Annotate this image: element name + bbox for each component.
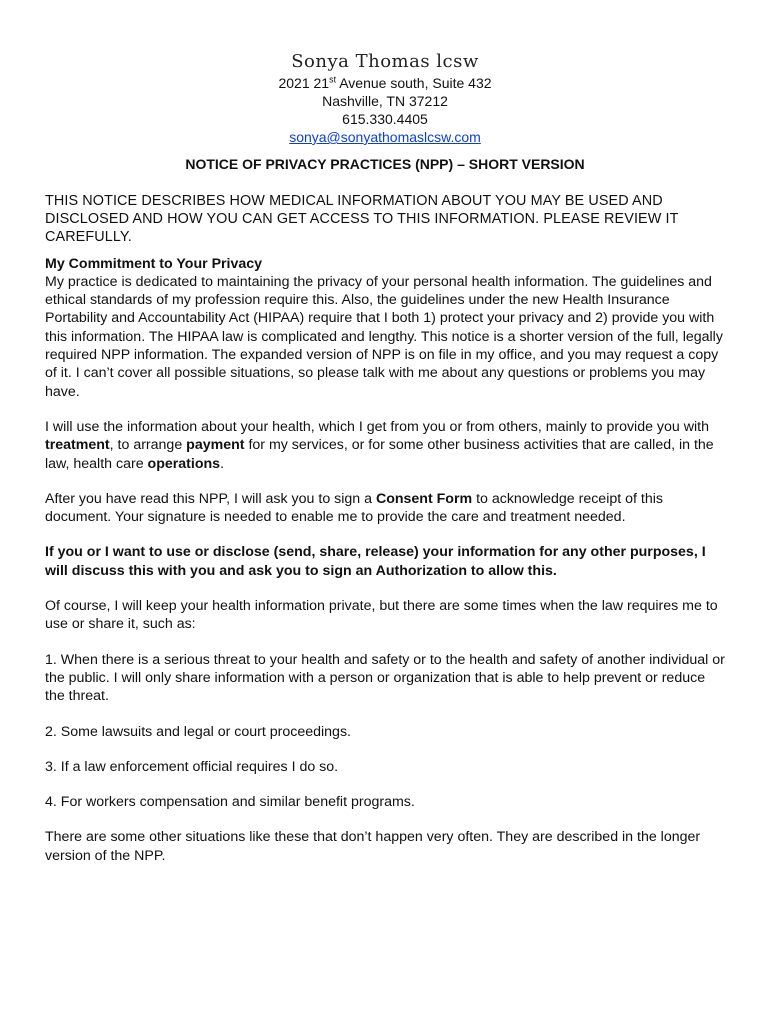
commitment-paragraph: My practice is dedicated to maintaining the privacy of your personal health information. The guidelines and ethical standards of my profession require this. Also, the guidelines under the new Health Insurance Portability and Accountability Act (HIPAA) require that I both 1) protect your privacy and 2) provide you with this information. The HIPAA law is complicated and lengthy. This notice is a shorter version of the full, legally required NPP information. The expanded version of NPP is on file in my office, and you may request a copy of it. I can’t cover all possible situations, so please talk with me about any questions or problems you may have. bbox=[45, 273, 723, 400]
list-item: 4. For workers compensation and similar benefit programs. bbox=[45, 794, 415, 811]
address-line-2: Nashville, TN 37212 bbox=[322, 93, 448, 109]
email-link[interactable]: sonya@sonyathomaslcsw.com bbox=[289, 129, 481, 145]
list-item: 2. Some lawsuits and legal or court proceedings. bbox=[45, 723, 351, 740]
phone-number: 615.330.4405 bbox=[342, 111, 428, 127]
document-body bbox=[0, 192, 770, 865]
notice-statement: THIS NOTICE DESCRIBES HOW MEDICAL INFORMATION ABOUT YOU MAY BE USED AND DISCLOSED AND HOW YOU CAN GET ACCESS TO THIS INFORMATION. PLEASE REVIEW IT CAREFULLY. bbox=[45, 192, 679, 245]
authorization-paragraph: If you or I want to use or disclose (send, share, release) your information for any other purposes, I will discuss this with you and ask you to sign an Authorization to allow this. bbox=[45, 544, 706, 579]
commitment-heading: My Commitment to Your Privacy bbox=[45, 255, 263, 272]
practitioner-name: Sonya Thomas lcsw bbox=[291, 51, 479, 72]
letterhead bbox=[0, 0, 770, 174]
list-item: 3. If a law enforcement official requires I do so. bbox=[45, 758, 339, 775]
closing-paragraph: There are some other situations like these that don’t happen very often. They are described in the longer version of the NPP. bbox=[45, 829, 701, 864]
use-paragraph: I will use the information about your health, which I get from you or from others, mainly to provide you with treatment, to arrange payment for my services, or for some other business activities that are called, in the law, health care operations. bbox=[45, 418, 714, 472]
consent-paragraph: After you have read this NPP, I will ask you to sign a Consent Form to acknowledge receipt of this document. Your signature is needed to enable me to provide the care and treatment needed. bbox=[45, 490, 663, 526]
list-item: 1. When there is a serious threat to your health and safety or to the health and safety of another individual or the public. I will only share information with a person or organization that is able to help prevent or reduce the threat. bbox=[45, 651, 725, 705]
document-title: NOTICE OF PRIVACY PRACTICES (NPP) – SHORT VERSION bbox=[185, 156, 585, 173]
law-intro-paragraph: Of course, I will keep your health information private, but there are some times when the law requires me to use or share it, such as: bbox=[45, 598, 718, 633]
address-line-1: 2021 21st Avenue south, Suite 432 bbox=[278, 74, 492, 91]
